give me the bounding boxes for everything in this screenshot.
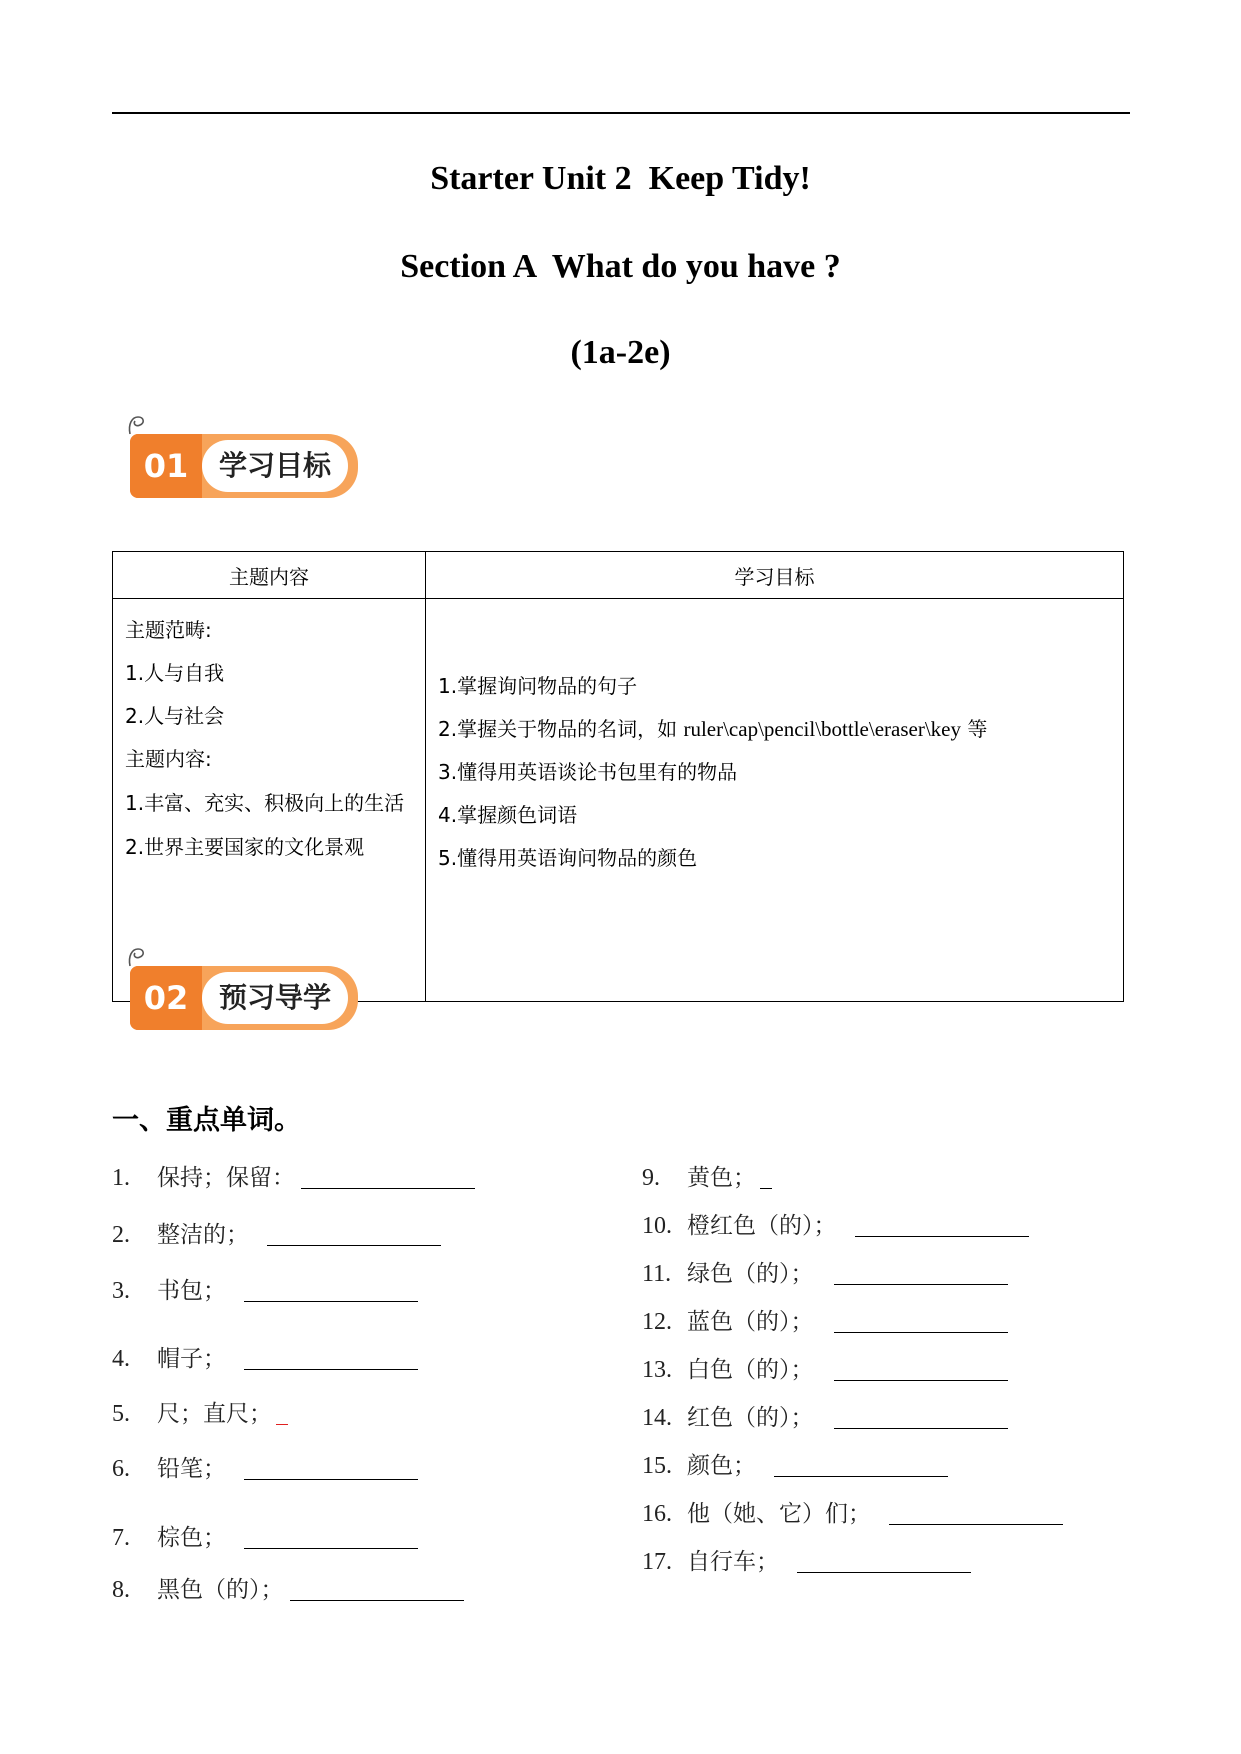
theme-content-label: 主题内容: [125,747,212,771]
learning-goals-cell [426,599,1124,1002]
clip-icon [126,946,148,968]
badge-label: 学习目标 [202,440,348,492]
answer-blank[interactable] [290,1580,464,1601]
answer-blank[interactable] [889,1504,1063,1525]
answer-blank[interactable] [834,1264,1008,1285]
goal-item: 3.懂得用英语谈论书包里有的物品 [438,760,738,784]
theme-item: 1.丰富、充实、积极向上的生活 [125,791,405,815]
answer-blank[interactable] [244,1459,418,1480]
goal-item: 4.掌握颜色词语 [438,803,578,827]
vocab-item-5: 5. 尺；直尺； [112,1395,288,1428]
answer-blank[interactable] [301,1168,475,1189]
vocab-item-6: 6. 铅笔； [112,1450,418,1483]
goal-item: 5.懂得用英语询问物品的颜色 [438,846,698,870]
vocab-item-16: 16. 他（她、它）们； [642,1495,1063,1528]
unit-title: Starter Unit 2 Keep Tidy! [430,160,811,197]
vocab-item-4: 4. 帽子； [112,1340,418,1373]
badge-learning-goals [124,414,364,496]
answer-blank[interactable] [834,1312,1008,1333]
vocab-item-7: 7. 棕色； [112,1519,418,1552]
answer-blank[interactable] [797,1552,971,1573]
theme-category-label: 主题范畴: [125,618,212,642]
goal-suffix: 等 [967,717,988,741]
vocab-item-1: 1. 保持；保留： [112,1159,475,1192]
vocab-item-14: 14. 红色（的）； [642,1399,1008,1432]
goals-table [112,551,1124,1002]
badge-preview-guide [124,946,364,1028]
vocab-item-12: 12. 蓝色（的）； [642,1303,1008,1336]
badge-label: 预习导学 [202,972,348,1024]
answer-blank[interactable] [244,1281,418,1302]
header-rule [112,112,1130,114]
vocab-item-9: 9. 黄色； [642,1159,772,1192]
vocab-item-11: 11. 绿色（的）； [642,1255,1008,1288]
vocab-item-3: 3. 书包； [112,1272,418,1305]
vocab-item-8: 8. 黑色（的）； [112,1571,464,1604]
section-title: Section A What do you have ? [400,248,841,285]
goal-words: ruler\cap\pencil\bottle\eraser\key [683,717,961,741]
lesson-range: (1a-2e) [570,334,671,371]
theme-item: 2.世界主要国家的文化景观 [125,835,365,859]
badge-number: 02 [130,966,202,1030]
key-words-heading: 一、重点单词。 [112,1105,301,1136]
answer-blank[interactable] [244,1349,418,1370]
answer-blank[interactable] [774,1456,948,1477]
theme-item: 1.人与自我 [125,661,225,685]
vocab-item-10: 10. 橙红色（的）； [642,1207,1029,1240]
answer-blank[interactable] [855,1216,1029,1237]
header-learning-goals: 学习目标 [426,552,1124,599]
theme-content-cell [113,599,426,1002]
badge-number: 01 [130,434,202,498]
goal-item: 1.掌握询问物品的句子 [438,674,638,698]
answer-blank[interactable] [276,1404,288,1425]
answer-blank[interactable] [834,1360,1008,1381]
theme-item: 2.人与社会 [125,704,225,728]
vocab-item-2: 2. 整洁的； [112,1216,441,1249]
vocab-item-13: 13. 白色（的）； [642,1351,1008,1384]
clip-icon [126,414,148,436]
header-theme-content: 主题内容 [113,552,426,599]
answer-blank[interactable] [834,1408,1008,1429]
vocab-item-17: 17. 自行车； [642,1543,971,1576]
goal-prefix: 2.掌握关于物品的名词，如 [438,717,678,741]
answer-blank[interactable] [244,1528,418,1549]
goal-item [438,708,1115,751]
vocab-item-15: 15. 颜色； [642,1447,948,1480]
answer-blank[interactable] [267,1225,441,1246]
answer-blank[interactable] [760,1168,772,1189]
